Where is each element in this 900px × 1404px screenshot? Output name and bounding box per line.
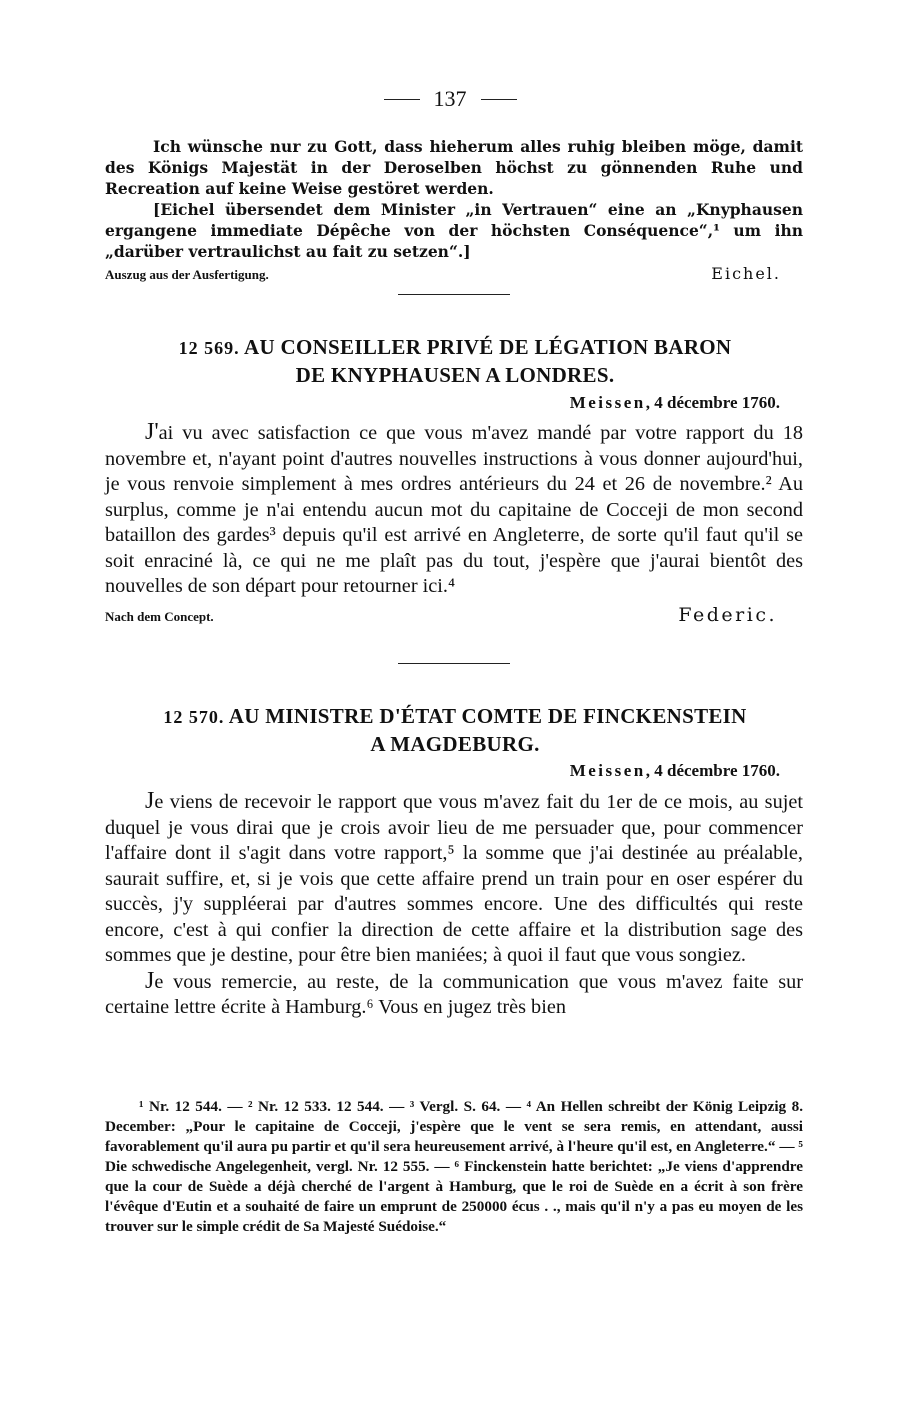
letter-number: 12 570. [163,707,225,727]
source-note: Nach dem Concept. [105,608,214,624]
letter-paragraph: Je vous remercie, au reste, de la communication que vous m'avez faite sur certaine lettre écrite à Hamburg.⁶ Vous en jugez très bien [105,967,803,1018]
source-note: Auszug aus der Ausfertigung. [105,267,269,282]
section-divider [398,663,510,664]
heading-line-1: AU MINISTRE D'ÉTAT COMTE DE FINCKENSTEIN [228,704,747,728]
letter-signature-row [105,604,803,626]
heading-line-2: DE KNYPHAUSEN A LONDRES. [295,363,615,387]
letter-heading [110,334,800,389]
footnotes: ¹ Nr. 12 544. — ² Nr. 12 533. 12 544. — ³ Vergl. S. 64. — ⁴ An Hellen schreibt der König Leipzig 8. December: „Pour le capitaine de Cocceji, j'espère que le vent se sera remis, en attendant, aussi favorablement qu'il aura pu partir et qu'il sera heureusement arrivé, à l'heure qu'il est, en Angleterre.“ — ⁵ Die schwedische Angelegenheit, vergl. Nr. 12 555. — ⁶ Finckenstein hatte berichtet: „Je viens d'apprendre que la cour de Suède a déjà cherché de l'argent à Hamburg, que le roi de Suède en a écrit à son frère l'évêque d'Eutin et a souhaité de faire un emprunt de 250000 écus . ., mais qu'il n'y a pas eu moyen de les trouver sur le simple crédit de Sa Majesté Suédoise.“ [105,1098,803,1235]
dateline [570,393,780,413]
signature: Eichel. [711,264,781,283]
top-letter-paragraph: Ich wünsche nur zu Gott, dass hieherum alles ruhig bleiben möge, damit des Königs Majestät in der Deroselben höchst zu gönnenden Ruhe und Recreation auf keine Weise gestöret werden. [105,137,803,198]
letter-paragraph: Je viens de recevoir le rapport que vous m'avez fait du 1er de ce mois, au sujet duquel je vous dirai que je crois avoir lieu de me persuader que, pour commencer l'affaire dont il s'agit dans votre rapport,⁵ la somme que j'ai destinée au préalable, saurait suffire, et, si je vois que cette affaire prend un train pour en oser espérer du succès, j'y suppléerai par d'autres sommes encore. Une des difficultés qui reste encore, c'est à qui confier la direction de cette affaire et la distribution sage des sommes que je destine, pour être bien maniées; à quoi il faut que vous songiez. [105,788,803,966]
section-divider [398,294,510,295]
dateline-date: , 4 décembre 1760. [645,761,780,780]
heading-line-2: A MAGDEBURG. [370,732,540,756]
header-dash-left [384,99,420,100]
dateline-date: , 4 décembre 1760. [645,393,780,412]
top-letter-continuation [105,136,803,283]
heading-line-1: AU CONSEILLER PRIVÉ DE LÉGATION BARON [244,335,732,359]
editorial-note: [Eichel übersendet dem Minister „in Vertrauen“ eine an „Knyphausen ergangene immediate Dépêche von der höchsten Conséquence“,¹ um ihn „darüber vertraulichst au fait zu setzen“.] [105,200,803,261]
dateline-place: Meissen [569,393,646,412]
dateline [570,761,780,781]
letter-12569-body [105,420,803,626]
dateline-place: Meissen [569,761,646,780]
top-letter-signature-row [105,264,803,283]
page-number: 137 [433,86,467,111]
signature: Federic. [678,603,777,626]
page-header [0,86,900,112]
letter-heading [110,703,800,758]
header-dash-right [481,99,517,100]
letter-12570-body [105,789,803,1021]
letter-number: 12 569. [178,338,240,358]
letter-paragraph: J'ai vu avec satisfaction ce que vous m'avez mandé par votre rapport du 18 novembre et, n'ayant point d'autres nouvelles instructions à vous donner aujourd'hui, je vous renvoie simplement à mes ordres antérieurs du 24 et 26 de novembre.² Au surplus, comme je n'ai entendu aucun mot du capitaine de Cocceji de mon second bataillon des gardes³ depuis qu'il est arrivé en Angleterre, de sorte qu'il faut qu'il se soit enraciné là, ce qui ne me plaît pas du tout, j'espère que j'aurai bientôt des nouvelles de son départ pour retourner ici.⁴ [105,419,803,597]
